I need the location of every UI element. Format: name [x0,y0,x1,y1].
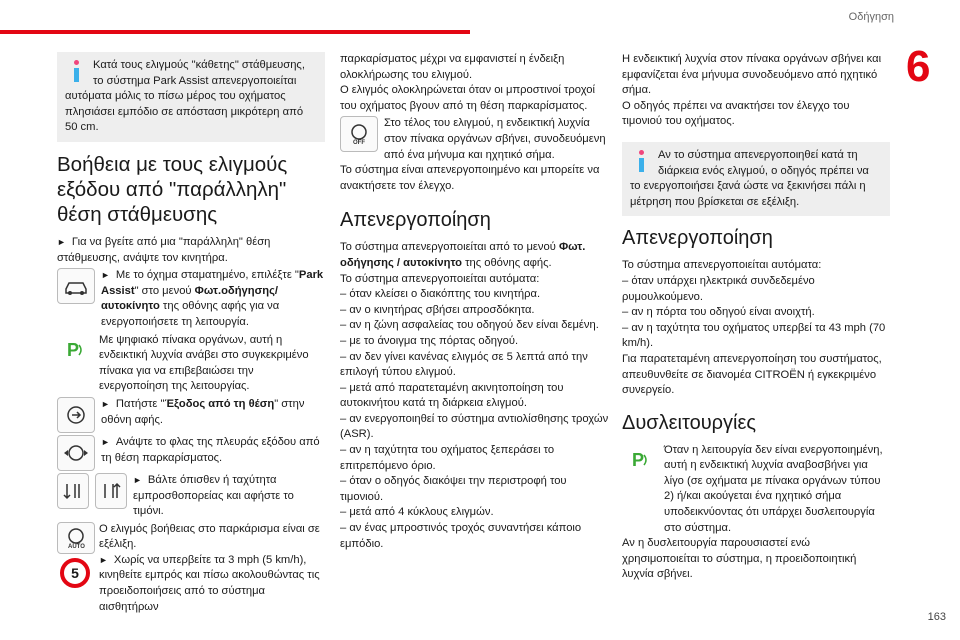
paragraph: Αν η δυσλειτουργία παρουσιαστεί ενώ χρησιμοποιείται το σύστημα, η προειδοποιητική λυχνία σβήνει. [622,537,857,581]
car-icon [57,268,95,304]
paragraph: ► Με το όχημα σταματημένο, επιλέξτε "Park Assist" στο μενού Φωτ.οδήγησης/ αυτοκίνητο της οθόνης αφής για να ενεργοποιήσετε τη λειτουργία. [101,269,324,328]
svg-text:OFF: OFF [353,140,365,146]
page-header [0,0,960,40]
list-item: – όταν υπάρχει ηλεκτρικά συνδεδεμένο ρυμουλκούμενο. [622,274,815,303]
column-3 [622,52,890,583]
list-item: – αν ενεργοποιηθεί το σύστημα αντιολίσθησης τροχών (ASR). [340,412,609,441]
list-item: – μετά από παρατεταμένη ακινητοποίηση του αυτοκινήτου κατά τη διάρκεια ελιγμού. [340,381,564,410]
park-assist-lamp-icon [57,333,93,367]
paragraph: Όταν η λειτουργία δεν είναι ενεργοποιημένη, αυτή η ενδεικτική λυχνία αναβοσβήνει για λίγο (σε οχήματα με πίνακα οργάνων τύπου 2) ή/και ακούγεται ένα ηχητικό σήμα υποδεικνύοντας ότι υπάρχει δυσλειτουργία στο σύστημα. [664,443,883,534]
instruction-row [340,116,610,163]
header-red-line [0,30,470,34]
column-2 [340,52,610,552]
info-icon [69,60,85,82]
instruction-row [57,473,325,520]
reverse-gear-icon [57,473,89,509]
list-item: – αν ένας μπροστινός τροχός συναντήσει κάποιο εμπόδιο. [340,522,582,550]
paragraph: ► Βάλτε όπισθεν ή ταχύτητα εμπροσθοπορείας και αφήστε το τιμόνι. [133,473,294,518]
svg-text:P: P [67,339,80,360]
paragraph: Η ενδεικτική λυχνία στον πίνακα οργάνων σβήνει και εμφανίζεται ένα μήνυμα συνοδευόμενο από ηχητικό σήμα. [622,53,882,97]
park-assist-lamp-icon [622,443,658,477]
paragraph: Στο τέλος του ελιγμού, η ενδεικτική λυχνία στον πίνακα οργάνων σβήνει, συνοδευόμενη από ένα μήνυμα και ηχητικό σήμα. [384,117,606,161]
instruction-row [57,268,325,330]
paragraph: Ο ελιγμός βοήθειας στο παρκάρισμα είναι σε εξέλιξη. [99,522,320,551]
page-number: 163 [927,611,946,623]
instruction-row [622,443,890,537]
paragraph: Για παρατεταμένη απενεργοποίηση του συστήματος, απευθυνθείτε σε διανομέα CITROËN ή εγκεκριμένο συνεργείο. [622,352,882,397]
list-item: – όταν ο οδηγός διακόψει την περιστροφή του τιμονιού. [340,475,567,503]
info-note [57,52,325,142]
paragraph: ► Ανάψτε το φλας της πλευράς εξόδου από τη θέση παρκαρίσματος. [101,435,320,464]
list-item: – με το άνοιγμα της πόρτας οδηγού. [340,334,519,347]
paragraph: ► Για να βγείτε από μια "παράλληλη" θέση στάθμευσης, ανάψτε τον κινητήρα. [57,235,271,264]
note-text: Κατά τους ελιγμούς "κάθετης" στάθμευσης, το σύστημα Park Assist απενεργοποιείται αυτόματα μόλις το πίσω μέρος του οχήματος πλησιάσει εμπόδιο σε απόσταση μικρότερη από 50 cm. [65,59,305,134]
speed-limit-icon: 5 [60,558,90,588]
section-title: Οδήγηση [848,11,894,23]
column-1 [57,52,325,615]
paragraph: ► Χωρίς να υπερβείτε τα 3 mph (5 km/h), κινηθείτε εμπρός και πίσω ακολουθώντας τις προειδοποιήσεις από το σύστημα αισθητήρων [99,553,320,613]
paragraph: ► Πατήστε "Έξοδος από τη θέση" στην οθόνη αφής. [101,397,305,426]
paragraph: Το σύστημα απενεργοποιείται αυτόματα: [340,272,540,285]
list-item: – αν η πόρτα του οδηγού είναι ανοιχτή. [622,306,815,319]
list-item: – αν δεν γίνει κανένας ελιγμός σε 5 λεπτά από την επιλογή τύπου ελιγμού. [340,350,588,379]
paragraph: Ο ελιγμός ολοκληρώνεται όταν οι μπροστινοί τροχοί του οχήματος βγουν από τη θέση παρκαρίσματος. [340,84,595,112]
list-item: – μετά από 4 κύκλους ελιγμών. [340,506,494,519]
exit-parking-icon [57,397,95,433]
instruction-row [57,522,325,616]
section-heading: Δυσλειτουργίες [622,411,757,434]
svg-text:AUTO: AUTO [68,543,85,549]
turn-signal-icon [57,435,95,471]
auto-steering-icon [57,522,95,554]
paragraph: Το σύστημα απενεργοποιείται αυτόματα: [622,259,822,272]
deactivation-list [340,287,610,552]
paragraph: Με ψηφιακό πίνακα οργάνων, αυτή η ενδεικτική λυχνία ανάβει στο συγκεκριμένο πίνακα για να επιβεβαιώσει την ενεργοποίηση της λειτουργίας. [99,333,309,393]
svg-text:P: P [632,449,645,470]
list-item: – όταν κλείσει ο διακόπτης του κινητήρα. [340,288,541,301]
info-icon [634,150,650,172]
chapter-number: 6 [906,42,931,91]
section-heading: Απενεργοποίηση [622,227,773,250]
list-item: – αν η ταχύτητα του οχήματος υπερβεί τα 43 mph (70 km/h). [622,321,886,350]
note-text: Αν το σύστημα απενεργοποιηθεί κατά τη διάρκεια ενός ελιγμού, ο οδηγός πρέπει να το ενεργοποιήσει ξανά ώστε να ξεκινήσει πάλι η μέτρηση που βρίσκεται σε εξέλιξη. [630,148,869,208]
instruction-row [57,333,325,395]
list-item: – αν η ταχύτητα του οχήματος ξεπεράσει το επιτρεπόμενο όριο. [340,444,555,472]
instruction-row [57,435,325,471]
paragraph: Ο οδηγός πρέπει να ανακτήσει τον έλεγχο του τιμονιού του οχήματος. [622,99,850,128]
steering-off-icon [340,116,378,152]
list-item: – αν η ζώνη ασφαλείας του οδηγού δεν είναι δεμένη. [340,319,599,332]
paragraph: Το σύστημα είναι απενεργοποιημένο και μπορείτε να ανακτήσετε τον έλεγχο. [340,164,600,192]
paragraph: Το σύστημα απενεργοποιείται από το μενού Φωτ. οδήγησης / αυτοκίνητο της οθόνης αφής. [340,241,586,269]
forward-gear-icon [95,473,127,509]
list-item: – αν ο κινητήρας σβήσει απροσδόκητα. [340,303,535,316]
info-note [622,142,890,216]
instruction-row [57,397,325,433]
section-heading: Απενεργοποίηση [340,209,491,232]
paragraph: παρκαρίσματος μέχρι να εμφανιστεί η ένδειξη ολοκλήρωσης του ελιγμού. [340,53,565,81]
section-heading: Βοήθεια με τους ελιγμούς εξόδου από "παράλληλη" θέση στάθμευσης [57,152,288,226]
